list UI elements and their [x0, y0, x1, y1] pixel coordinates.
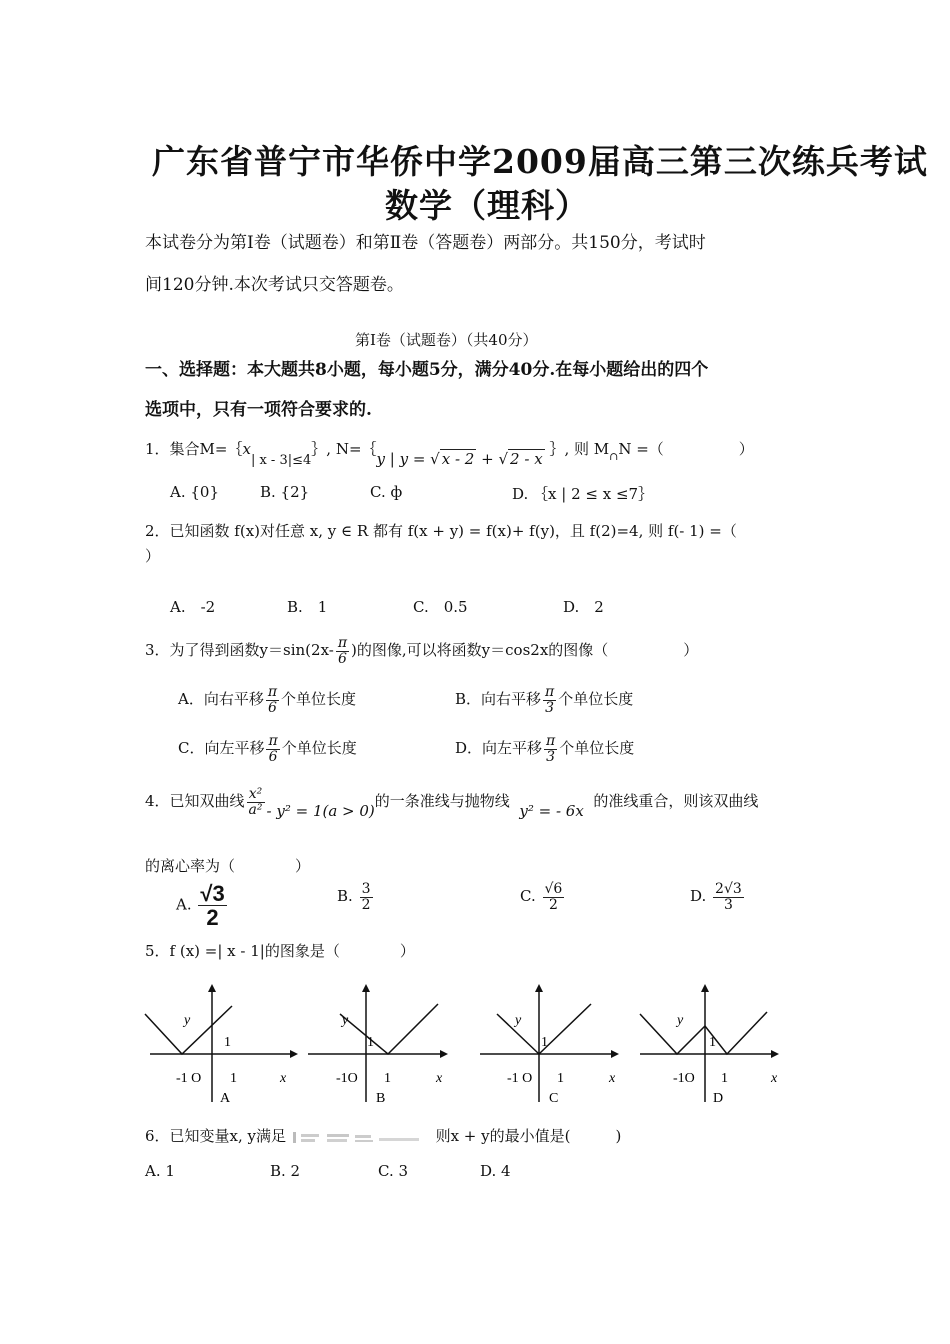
q3-tail: )的图像,可以将函数y＝cos2x的图像（ ） [351, 641, 699, 660]
q1-cond: | x - 3|≤4 [250, 453, 312, 468]
ticks-label: -1 O [176, 1071, 202, 1086]
q4-tail: 的准线重合，则该双曲线 [593, 792, 759, 811]
intro-line-2: 间120分钟.本次考试只交答题卷。 [145, 275, 404, 295]
y-arrow-icon [535, 984, 543, 992]
graph-label: B [376, 1091, 386, 1106]
q3-fraction: $\frac{\pi}{6}$ [337, 635, 348, 667]
one-label: 1 [367, 1035, 374, 1050]
q2-option-a: A. -2 [170, 598, 216, 616]
tick1-label: 1 [721, 1071, 728, 1086]
graph-d [635, 982, 795, 1107]
y-arrow-icon [362, 984, 370, 992]
x-arrow-icon [290, 1050, 298, 1058]
tick1-label: 1 [384, 1071, 391, 1086]
q1-plus: + [481, 450, 494, 468]
q1-mid: ｝, N=｛ [311, 440, 377, 458]
exam-subtitle: 数学（理科） [385, 186, 589, 225]
y-label: y [342, 1013, 349, 1028]
q1-option-d: D. ｛x | 2 ≤ x ≤7｝ [512, 485, 654, 503]
q1-ylead: y | y = [376, 450, 426, 468]
graph-c [475, 982, 635, 1107]
q6-option-a: A. 1 [145, 1162, 175, 1180]
q1-var: x [242, 440, 251, 458]
y-arrow-icon [701, 984, 709, 992]
q2-option-c: C. 0.5 [413, 598, 468, 616]
x-arrow-icon [440, 1050, 448, 1058]
y-label: y [515, 1013, 522, 1028]
q3-option-a: A．向右平移 $\frac{\pi}{6}$ 个单位长度 [178, 684, 357, 716]
one-label: 1 [224, 1035, 231, 1050]
q1-option-a: A. {0} [170, 483, 219, 501]
graph-label: C [549, 1091, 559, 1106]
graph-b-curve [340, 1004, 438, 1054]
question-1 [145, 438, 754, 468]
x-arrow-icon [771, 1050, 779, 1058]
x-label: x [609, 1071, 616, 1086]
q1-option-c: C. ф [370, 483, 403, 501]
q4-fraction: $\frac{\text{x²}}{\text{a²}}$ [248, 786, 263, 818]
x-label: x [280, 1071, 287, 1086]
y-label: y [677, 1013, 684, 1028]
q1-radical-1: x - 2 [441, 450, 475, 468]
q2-option-d: D. 2 [563, 598, 604, 616]
q6-option-c: C. 3 [378, 1162, 409, 1180]
question-3 [145, 636, 698, 666]
q1-radical-2: 2 - x [510, 450, 543, 468]
q4-lead: 4．已知双曲线 [145, 792, 245, 811]
tick1-label: 1 [230, 1071, 237, 1086]
question-2: 2．已知函数 f(x)对任意 x, y ∈ R 都有 f(x + y) = f(x)+ f(y)，且 f(2)=4, 则 f(- 1) =（ [145, 522, 737, 540]
graph-d-curve [640, 1012, 767, 1054]
q6-tail: 则x + y的最小值是( ) [435, 1127, 622, 1145]
q4-option-a: A. $\frac{√3}{2}$ [176, 881, 225, 931]
q4-eq: - y² = 1(a > 0) [266, 802, 375, 821]
q3-lead: 3．为了得到函数y＝sin(2x- [145, 641, 334, 660]
q3-option-c: C．向左平移 $\frac{\pi}{6}$ 个单位长度 [178, 733, 357, 765]
q1-option-b: B. {2} [260, 483, 310, 501]
question-4 [145, 786, 759, 821]
one-label: 1 [541, 1035, 548, 1050]
y-label: y [184, 1013, 191, 1028]
q1-lead: 1．集合M=｛ [145, 440, 243, 458]
ticks-label: -1O [673, 1071, 695, 1086]
q1-tail2: N =（ ） [618, 440, 754, 458]
q1-tail: ｝, 则 M [549, 440, 610, 458]
q4-mid: 的一条准线与抛物线 [374, 792, 510, 811]
graph-a [140, 982, 300, 1107]
x-label: x [771, 1071, 778, 1086]
graph-label: A [220, 1091, 231, 1106]
q6-option-d: D. 4 [480, 1162, 511, 1180]
x-label: x [436, 1071, 443, 1086]
question-5: 5．f (x) =| x - 1|的图象是（ ） [145, 942, 415, 960]
graph-b [300, 982, 460, 1107]
q4-option-d: D. $\frac{2√3}{3}$ [690, 881, 742, 913]
one-label: 1 [709, 1035, 716, 1050]
intro-line-1: 本试卷分为第Ⅰ卷（试题卷）和第Ⅱ卷（答题卷）两部分。共150分，考试时 [145, 233, 706, 253]
ticks-label: -1O [336, 1071, 358, 1086]
q2-close: ） [145, 547, 161, 565]
part-heading: 第Ⅰ卷（试题卷）（共40分） [355, 331, 538, 349]
tick1-label: 1 [557, 1071, 564, 1086]
section-heading-2: 选项中，只有一项符合要求的. [145, 400, 372, 420]
q4-option-c: C. $\frac{√6}{2}$ [520, 881, 563, 913]
graph-label: D [713, 1091, 724, 1106]
sqrt-sign-icon: √ [498, 450, 509, 468]
q6-constraint-image [291, 1130, 431, 1144]
q6-lead: 6．已知变量x, y满足 [145, 1127, 287, 1145]
sqrt-sign-icon: √ [430, 450, 440, 468]
q4-parabola: y² = - 6x [519, 802, 584, 821]
section-heading-1: 一、选择题：本大题共8小题，每小题5分，满分40分.在每小题给出的四个 [145, 360, 709, 380]
exam-title: 广东省普宁市华侨中学2009届高三第三次练兵考试 [152, 142, 928, 181]
q1-cap: ∩ [609, 450, 619, 463]
q3-option-d: D．向左平移 $\frac{\pi}{3}$ 个单位长度 [455, 733, 635, 765]
q6-option-b: B. 2 [270, 1162, 301, 1180]
q4-option-b: B. $\frac{3}{2}$ [337, 881, 371, 913]
blurred-constraints-icon [291, 1130, 431, 1144]
y-arrow-icon [208, 984, 216, 992]
q3-option-b: B．向右平移 $\frac{\pi}{3}$ 个单位长度 [455, 684, 634, 716]
q4-line-2: 的离心率为（ ） [145, 857, 311, 875]
ticks-label: -1 O [507, 1071, 533, 1086]
question-6 [145, 1125, 621, 1146]
q2-option-b: B. 1 [287, 598, 328, 616]
x-arrow-icon [611, 1050, 619, 1058]
